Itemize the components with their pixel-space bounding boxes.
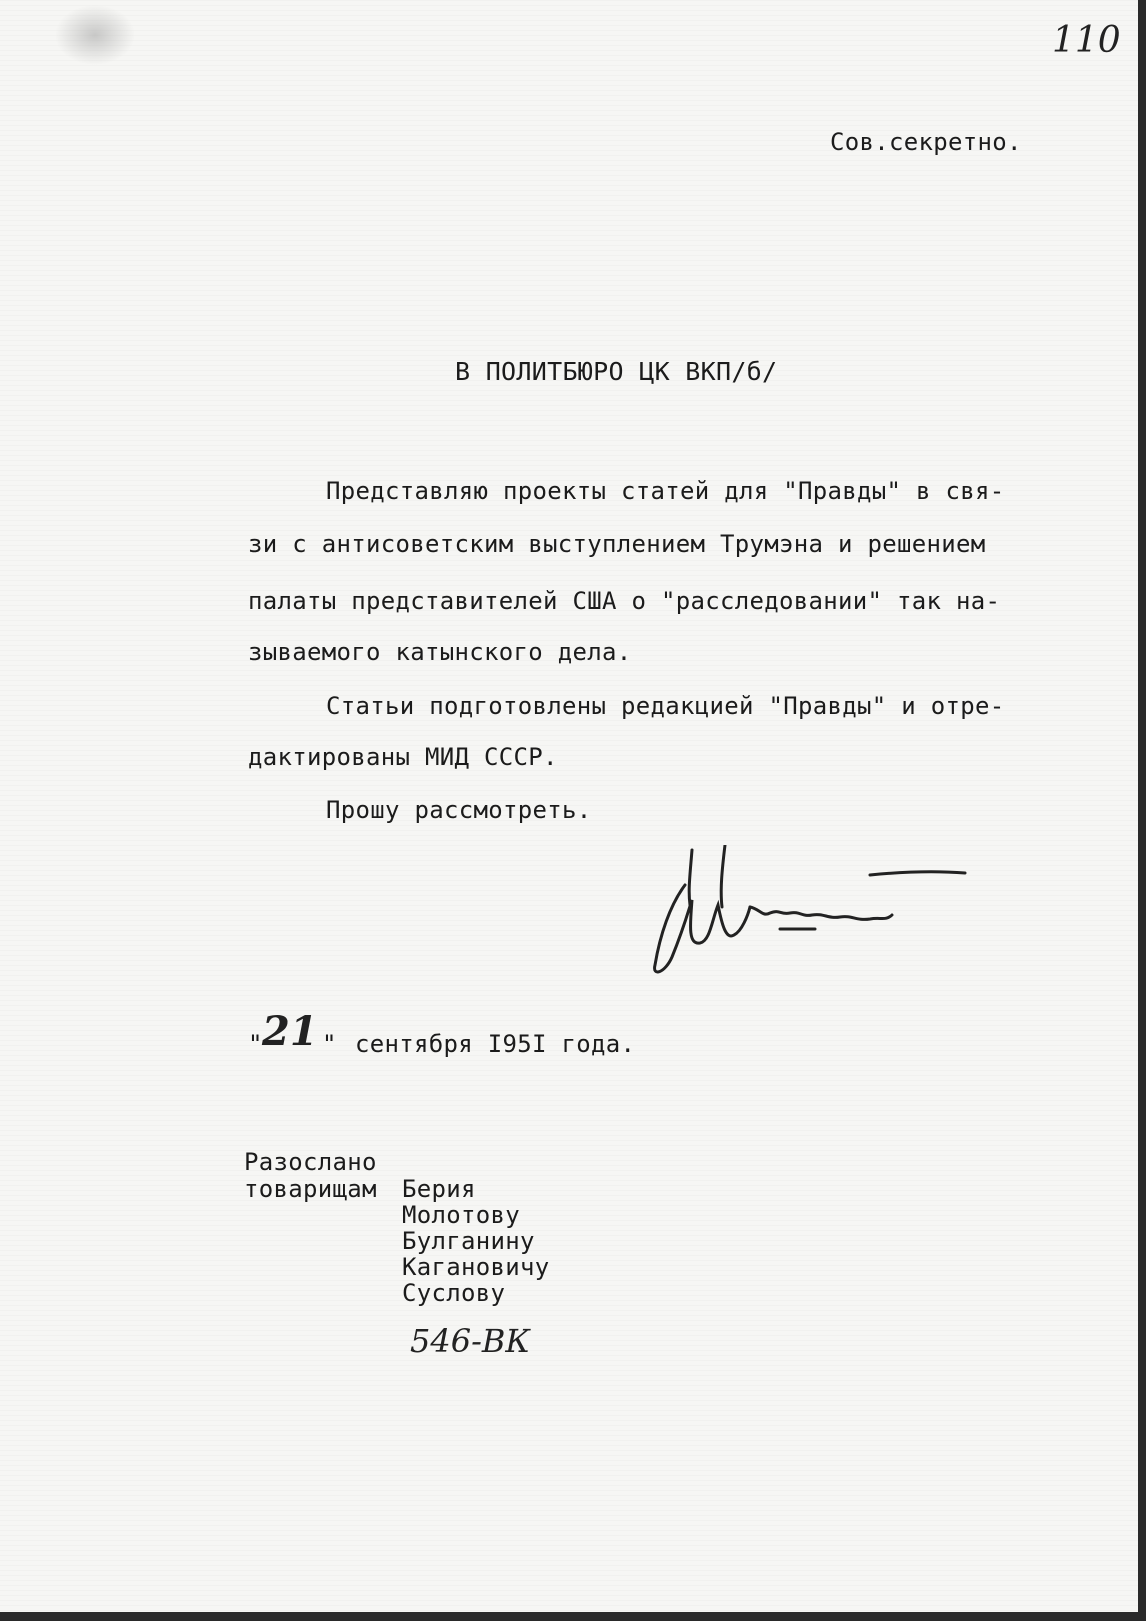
recipient: Кагановичу (402, 1253, 550, 1281)
recipient: Суслову (402, 1279, 506, 1307)
date-open-quote: " (248, 1030, 263, 1058)
body-line: Прошу рассмотреть. (326, 796, 592, 824)
classification-label: Сов.секретно. (830, 128, 1022, 156)
date-day-handwritten: 21 (262, 1008, 318, 1055)
body-line: дактированы МИД СССР. (248, 743, 558, 771)
body-line: зываемого катынского дела. (248, 638, 632, 666)
registration-number: 546-ВК (410, 1322, 531, 1360)
page-edge-shadow (1138, 0, 1146, 1621)
distribution-label: Разослано (244, 1148, 377, 1176)
date-text: сентября I95I года. (355, 1030, 636, 1058)
recipient: Берия (402, 1175, 476, 1203)
addressee-heading: В ПОЛИТБЮРО ЦК ВКП/б/ (455, 357, 778, 386)
body-line: палаты представителей США о "расследовании" так на- (248, 587, 1001, 615)
recipient: Молотову (402, 1201, 520, 1229)
body-line: зи с антисоветским выступлением Трумэна и решением (248, 530, 986, 558)
thumbprint-smudge (55, 5, 135, 65)
date-close-quote: " (322, 1030, 337, 1058)
body-line: Статьи подготовлены редакцией "Правды" и отре- (326, 692, 1005, 720)
distribution-prefix: товарищам (244, 1175, 377, 1203)
body-line: Представляю проекты статей для "Правды" в свя- (326, 477, 1005, 505)
page-bottom-shadow (0, 1612, 1146, 1621)
page-number: 110 (1052, 20, 1121, 61)
signature (630, 845, 990, 985)
recipient: Булганину (402, 1227, 535, 1255)
